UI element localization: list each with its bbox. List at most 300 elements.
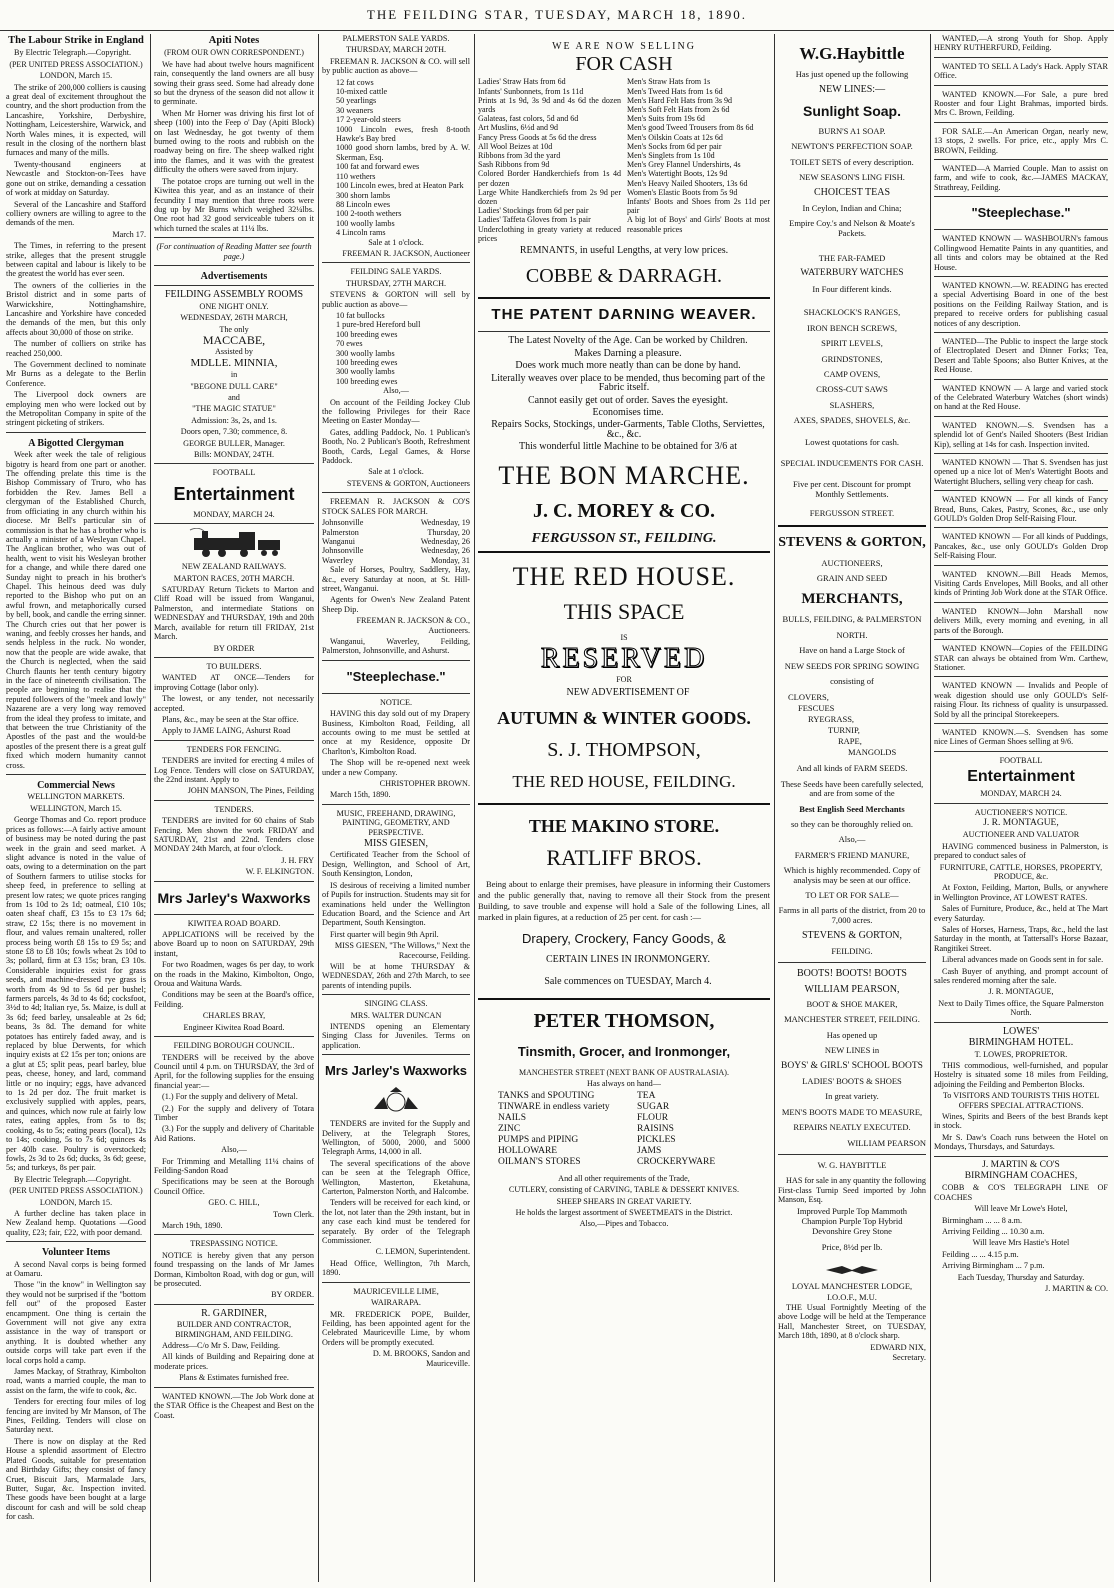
paragraph: MR. FREDERICK POPE, Builder, Feilding, has been appointed agent for the Celebrated Mauriceville Lime, by whom Orders will be promptly executed. [322, 1309, 470, 1347]
ad-line: FARMER'S FRIEND MANURE, [794, 849, 910, 860]
agency: (PER UNITED PRESS ASSOCIATION.) [9, 59, 143, 69]
ad-line: LADIES' BOOTS & SHOES [802, 1075, 902, 1086]
paragraph: Plans, &c., may be seen at the Star office. [162, 714, 299, 724]
list-item: OILMAN'S STORES [498, 1156, 581, 1167]
classified: WANTED—A Married Couple. Man to assist on farm, and wife to cook, &c.—JAMES MACKAY, Strathreay, Feilding. [934, 164, 1108, 192]
ad-line: Will leave Mrs Hastie's Hotel [972, 1238, 1070, 1248]
paragraph: Agents for Owen's New Zealand Patent Sheep Dip. [322, 595, 470, 614]
ad-line: MANCHESTER STREET (NEXT BANK OF AUSTRALASIA). [519, 1067, 729, 1077]
ad-line: STEVENS & GORTON, [801, 930, 903, 942]
column-rule [930, 34, 931, 1582]
dateline: LONDON, March 15. [39, 71, 113, 81]
list-item: 300 woolly lambs [336, 348, 395, 358]
goods-list-hardware [478, 1091, 631, 1168]
ad-headline: S. J. THOMPSON, [547, 739, 701, 762]
paragraph: George Thomas and Co. report produce prices as follows:—A fairly active amount of business may be noted during the past week in the grain and seed market. A slight advance is noted in the value of oats, owing to a determination on the part of Southern farmers to utilise stocks for sheep feed, in preference to selling at present low rates; we quote prices ranging from 1s 10d to 2s 1d; oatmeal, £10 10s; oaten sheaf chaff, £3 15s to £3 17s 6d; straw, £2 15s; there is no movement in flour, and values remain unaltered, roller process being worth £8 15s to £9 5s; and stone £8 to £8 10s; fowls wheat 2s 10d to 3s; pollard, firm at £3 15s; bran, £3 10s. Considerable inquiries exist for grass seeds, and machine-dressed rye grass is worth from 4s 9d to 5s 6d per bushel; farmers parcels, 4s 3d to 4s 6d; cocksfoot, 3½d to 4d; Italian rye, 5s. Maize, is dull at 3s 6d; feed barley, unsaleable at 2s 6d; beans, 3s 8d. The demand for white potatoes has entirely faded away, and is replaced by blue Derwents, for which inquiry exists at £2 15s per ton; onions are a glut at £5; split peas, pearl barley, blue peas, cheese, honey, and lard, command little or no inquiry; eggs, have advanced to 1s 2d per doz. The fruit market is exclusively supplied with apples, pears, and quinces, which now rule at fairly low rates, eating apples, from 5s to 8s; cooking, 4s to 5s; eating pears (local), 12s to 14s; cooking, 5s to 7s 6d; quinces 4s per 40lb case. Poultry is overstocked; fowls, 2s 3d to 2s 6d; ducks, 3s 6d; geese, 5s; and turkeys, 8s per pair. [6, 815, 146, 1173]
paragraph: IS desirous of receiving a limited number of Pupils for instruction. Students may sit for examinations held under the Wellington Education Board, and the Science and Art Department, South Kensington. [322, 880, 470, 928]
classified: WANTED KNOWN.—For Sale, a pure bred Rooster and four Light Brahmas, imported birds. Mrs C. Brown, Feilding. [934, 89, 1108, 118]
ad-line: These Seeds have been carefully selected, and are from some of the [780, 778, 924, 799]
headline: Apiti Notes [208, 35, 260, 46]
paragraph: Wines, Spirits and Beers of the best Brands kept in stock. [934, 1111, 1108, 1131]
ad-line: SHACKLOCK'S RANGES, [803, 307, 901, 318]
ad-headline: FOR CASH [575, 53, 673, 76]
ad-line: REMNANTS, in useful Lengths, at very low prices. [519, 245, 729, 257]
ad-line: NEW ADVERTISEMENT OF [566, 686, 690, 698]
list-item: 110 wethers [336, 171, 376, 181]
ad-title: J. R. MONTAGUE, [983, 817, 1059, 828]
headline: A Bigotted Clergyman [28, 437, 124, 449]
goods-list [478, 1091, 770, 1168]
ad-line: FERGUSSON STREET. [809, 508, 895, 519]
ad-headline: Mrs Jarley's Waxworks [324, 1063, 468, 1079]
ad-headline: W.G.Haybittle [799, 44, 905, 63]
paragraph: Apply to JAME LAING, Ashurst Road [162, 726, 291, 736]
ad-line: AUCTIONEERS, [821, 557, 883, 568]
list-item: NAILS [498, 1112, 526, 1123]
ad-signature: C. LEMON, Superintendent. [375, 1247, 470, 1257]
handshake-icon [822, 1258, 882, 1280]
paragraph: At Foxton, Feilding, Marton, Bulls, or anywhere in Wellington Province, AT LOWEST RATES. [934, 883, 1108, 902]
ad-headline: THE PATENT DARNING WEAVER. [491, 306, 757, 324]
ad-title: FEILDING SALE YARDS. [350, 267, 442, 277]
paragraph: The Times, in referring to the present strike, alleges that the present struggle between capital and labour is likely to be the greatest the world has ever seen. [6, 241, 146, 279]
timetable-row: Birmingham ... ... 8 a.m. [942, 1215, 1023, 1225]
ad-line: THURSDAY, MARCH 20TH. [345, 45, 447, 55]
ad-title: BIRMINGHAM COACHES, [964, 1170, 1078, 1181]
paragraph: HAS for sale in any quantity the following First-class Turnip Seed imported by John Manson, Esq. [778, 1176, 926, 1205]
paragraph: Specifications may be seen at the Borough Council Office. [154, 1177, 314, 1196]
paragraph: Sales of Horses, Harness, Traps, &c., held the last Saturday in the month, at Tattersall's Horse Bazaar, Rangitikei Street. [934, 925, 1108, 953]
ad-line: Doors open, 7.30; commence, 8. [180, 427, 288, 437]
classified: WANTED KNOWN.—S. Svendsen has some nice Lines of German Shoes selling at 9/6. [934, 727, 1108, 747]
list-item: Sash Ribbons from 9d [478, 160, 550, 170]
ad-signature: MISS GIESEN, "The Willows," Next the Racecourse, Feilding. [334, 941, 470, 960]
byline: By Electric Telegraph.—Copyright. [14, 1174, 132, 1184]
paragraph: Address—C/o Mr S. Daw, Feilding. [162, 1341, 280, 1351]
list-item: Men's Oilskin Coats at 12s 6d [627, 132, 723, 142]
paragraph: HAVING this day sold out of my Drapery Business, Kimbolton Road, Feilding, all accounts owing to me must be settled at once at my Residence, opposite Dr Charlton's, Kimbolton Road. [322, 709, 470, 756]
ad-signature: CHRISTOPHER BROWN. [379, 779, 470, 789]
paragraph: We have had about twelve hours magnificent rain, consequently the land owners are all busy sowing their grass seed. Some had already done so but the dryness of the season did not allow it to germinate. [154, 59, 314, 107]
timetable-row: Arriving Feilding ... 10.30 a.m. [942, 1227, 1045, 1236]
ad-line: Has always on hand— [587, 1079, 661, 1089]
paragraph: Mr S. Daw's Coach runs between the Hotel on Mondays, Thursdays, and Saturdays. [934, 1132, 1108, 1152]
list-item: RAISINS [637, 1123, 674, 1134]
paragraph: Wanganui, Waverley, Feilding, Palmerston, Johnsonville, and Ashurst. [322, 636, 470, 656]
list-item: Ladies' Stockings from 6d per pair [478, 206, 589, 216]
ad-title: TRESPASSING NOTICE. [190, 1239, 278, 1249]
paragraph: Will be at home THURSDAY & WEDNESDAY, 26th and 27th March, to see parents of intending pupils. [322, 961, 470, 990]
ad-line: In great variety. [825, 1091, 879, 1102]
ad-headline: Entertainment [173, 483, 295, 504]
paragraph: For Trimming and Metalling 11¼ chains of Feilding-Sandon Road [154, 1156, 314, 1175]
ad-signature: GEO. C. HILL, [208, 1198, 260, 1208]
ad-line: Assisted by [215, 347, 253, 357]
list-item: 50 yearlings [336, 96, 377, 106]
ad-line: And all other requirements of the Trade, [558, 1173, 690, 1183]
list-item: (2.) For the supply and delivery of Totara Timber [154, 1103, 314, 1122]
paragraph: TENDERS are invited for the Supply and Delivery, at the Telegraph Stores, Wellington, of 5000, 2000, and 5000 Telegraph Arms, 14,000 in all. [322, 1119, 470, 1157]
paragraph: The strike of 200,000 colliers is causing a great deal of excitement throughout the country, and the short production from the Lancashire, Yorkshire, Derbyshire, Nottingham, Leicestershire, Warwick, and North Wales mines, it is expected, will result in the closing of the northern blast furnaces and many of the mills. [6, 82, 146, 158]
paragraph: Twenty-thousand engineers at Newcastle and Stockton-on-Tees have gone out on strike, demanding a cessation of work at midday on Saturday. [6, 159, 146, 198]
classified: WANTED KNOWN—Copies of the FEILDING STAR can always be obtained from Wm. Carthew, Stationer. [934, 644, 1108, 672]
list-item: 100 breeding ewes [336, 329, 398, 339]
ad-line: and [228, 393, 240, 402]
ad-signature: FREEMAN R. JACKSON, Auctioneer [342, 248, 470, 258]
ad-signature: J. H. FRY [281, 855, 314, 865]
ad-line: WATERBURY WATCHES [800, 268, 904, 279]
ad-line: CROSS-CUT SAWS [816, 384, 888, 395]
ad-headline: MERCHANTS, [801, 591, 903, 608]
dateline: LONDON, March 15. [39, 1197, 113, 1207]
paragraph: TENDERS are invited for 60 chains of Stab Fencing. Men shown the work FRIDAY and SATURDAY, 21st and 22nd. Tenders close MONDAY 24th March, at four o'clock. [154, 816, 314, 854]
paragraph: For two Roadmen, wages 6s per day, to work on the roads in the Makino, Kimbolton, Ongo, Oroua and Waituna Wards. [154, 960, 314, 989]
ad-line: In Ceylon, Indian and China; [802, 202, 902, 213]
paragraph: Tenders for erecting four miles of log fencing are invited by Mr Manson, of The Pines, Feilding. Tenders will close on Saturday next. [6, 1397, 146, 1435]
sale-location: Palmerston [322, 527, 359, 537]
ad-line: Have on hand a Large Stock of [799, 645, 905, 656]
column-rule [474, 34, 475, 1582]
price-list-ladies [478, 77, 621, 243]
ad-line: TOILET SETS of every description. [790, 156, 914, 167]
ad-signature: FREEMAN R. JACKSON & CO., Auctioneers. [356, 616, 470, 635]
ad-headline: RATLIFF BROS. [546, 845, 702, 871]
ad-line: Best English Seed Merchants [799, 803, 905, 814]
paragraph: The several specifications of the above can be seen at the Telegraph Office, Wellington, Masterton, Eketahuna, Carterton, Palmerston North, and Halcombe. [322, 1158, 470, 1197]
list-item: Galateas, fast colors, 5d and 6d [478, 114, 579, 124]
paragraph: Conditions may be seen at the Board's office, Feilding. [154, 990, 314, 1009]
column-news [6, 34, 146, 1582]
ad-line: WEDNESDAY, 26TH MARCH, [180, 313, 288, 323]
classified: WANTED KNOWN — A large and varied stock of the Celebrated Waterbury Watches (short winds) on hand at the Red House. [934, 383, 1108, 412]
classified: WANTED TO SELL A Lady's Hack. Apply STAR Office. [934, 61, 1108, 81]
paragraph: THE Usual Fortnightly Meeting of the above Lodge will be held at the Temperance Hall, Manchester Street, on TUESDAY, March 18th, 1890, at 8 o'clock sharp. [778, 1303, 926, 1341]
headline: The Labour Strike in England [8, 35, 144, 46]
ad-headline: Tinsmith, Grocer, and Ironmonger, [517, 1043, 731, 1059]
sale-date: Wednesday, 26 [420, 536, 470, 546]
list-item: 1 pure-bred Hereford bull [336, 320, 421, 330]
list-item: 12 fat cows [336, 77, 374, 87]
ad-line: LOYAL MANCHESTER LODGE, [791, 1281, 913, 1292]
ad-headline: THE RED HOUSE, FEILDING. [512, 772, 736, 792]
column-rule [318, 34, 319, 1582]
classified: WANTED KNOWN — For all kinds of Puddings, Pancakes, &c., use only GOULD's Golden Drop Self-Raising Flour. [934, 532, 1108, 561]
section-heading: Advertisements [200, 270, 268, 282]
ad-title: NEW ZEALAND RAILWAYS. [181, 562, 287, 572]
paragraph: A second Naval corps is being formed at Oamaru. [6, 1259, 146, 1278]
ad-line: Has just opened up the following [795, 69, 909, 79]
sales-schedule [322, 518, 470, 565]
classified: WANTED KNOWN — That S. Svendsen has just opened up a nice lot of Men's Watertight Boots and Watertight Bluchers, selling very cheap for cash. [934, 458, 1108, 486]
ad-line: SPECIAL INDUCEMENTS FOR CASH. [780, 457, 924, 468]
ad-line: ONE NIGHT ONLY. [199, 301, 269, 311]
ad-line: AXES, SPADES, SHOVELS, &c. [793, 415, 911, 426]
list-item: 100 breeding ewes [336, 376, 398, 386]
paragraph: Week after week the tale of religious bigotry is heard from one part or another. The offending prelate this time is the Bishop Commissary of Truro, who has forbidden the Rev. James Bell a clergyman of the Established Church, from officiating in any church within his diocese. Mr Bell's particular sin of commission is that he has a brother who is actually a minister of a Wesleyan Chapel. The Anglican brother, who was out of health, went to visit his Wesleyan brother for a change, and while there dared one Sunday night to preach in his brother's Chapel. This heinous deed was duly reported to the Bishop who put on an awful frown, and metaphorically cursed by bell, book, and candle the erring sinner. The Church cries out that her power is waning, and feebly crosses her hands, and sends helpless in the ruck. No wonder, now that the people are wide awake, that the Church is neglected, when the said Church flaunts her tenth century bigotry in the face of nineteenth civilisation. The people are beginning to realise that the reputed followers of the "meek and lowly" Nazarene are a very long way removed from the ideal they profess to imitate, and that between the true Christianity of the Apostles of the past and the would-be apostles of the present there is a great gulf fixed which modern humanity cannot cross. [6, 450, 146, 770]
ad-line: SPIRIT LEVELS, [821, 338, 883, 349]
stock-list [322, 311, 470, 386]
timetable-row: Arriving Birmingham ... 7 p.m. [942, 1261, 1045, 1271]
ad-line: TO LET OR FOR SALE— [805, 890, 899, 901]
list-item: Ladies' Straw Hats from 6d [478, 77, 566, 87]
paragraph: Sales of Furniture, Produce, &c., held at The Mart every Saturday. [934, 904, 1108, 923]
ad-line: GRINDSTONES, [821, 353, 883, 364]
ad-line: The only [219, 324, 249, 334]
ad-line: Literally weaves over place to be mended, thus becoming part of the Fabric itself. [491, 372, 765, 394]
list-item: 88 Lincoln ewes [336, 199, 391, 209]
paragraph: Several of the Lancashire and Stafford colliery owners are willing to agree to the demands of the men. [6, 199, 146, 228]
ad-line: NORTH. [836, 629, 868, 640]
ad-line: Does work much more neatly than can be done by hand. [515, 360, 741, 372]
headline: Commercial News [37, 780, 115, 792]
ad-line: NEW LINES:— [818, 84, 886, 96]
list-item: 100 2-tooth wethers [336, 209, 402, 219]
ad-signature: J. MARTIN & CO. [1045, 1284, 1108, 1294]
classified: WANTED KNOWN.—S. Svendsen has a splendid lot of Gent's Nailed Shooters (Best Iridian Kip), selling at 14s for cash. Inspection invited. [934, 420, 1108, 449]
list-item: 17 2-year-old steers [336, 115, 401, 125]
list-item: 10-mixed cattle [336, 87, 388, 97]
ad-line: Which is highly recommended. Copy of analysis may be seen at our office. [783, 865, 921, 885]
agency: (PER UNITED PRESS ASSOCIATION.) [9, 1186, 143, 1196]
ad-signature: Town Clerk. [273, 1209, 314, 1219]
sale-date: Wednesday, 19 [420, 518, 470, 528]
column-sales [322, 34, 470, 1582]
ad-line: Also,— [838, 834, 866, 845]
list-item: Infants' Sunbonnets, from 1s 11d [478, 86, 584, 96]
ad-headline: THE BON MARCHE. [498, 460, 750, 490]
list-item: 70 ewes [336, 339, 363, 349]
ad-title: TO BUILDERS. [206, 661, 262, 671]
list-item: Fancy Press Goods at 5s 6d the dress [478, 132, 597, 142]
ad-line: Price, 8½d per lb. [821, 1241, 883, 1252]
list-item: JAMS [637, 1145, 662, 1156]
list-item: 100 breeding ewes [336, 358, 398, 367]
locomotive-icon [184, 528, 284, 558]
list-item: CLOVERS, [788, 692, 829, 703]
list-item: Men's good Tweed Trousers from 8s 6d [627, 123, 754, 133]
ad-headline: THE RED HOUSE. [512, 561, 736, 591]
ad-line: FURNITURE, CATTLE, HORSES, PROPERTY, PRODUCE, &c. [939, 862, 1103, 881]
sale-date: Thursday, 20 [427, 527, 470, 537]
list-item: Women's Elastic Boots from 5s 9d [627, 187, 738, 197]
list-item: HOLLOWARE [498, 1145, 558, 1156]
list-item: Men's Straw Hats from 1s [627, 77, 711, 87]
list-item: TINWARE in endless variety [498, 1101, 610, 1112]
ad-title: SINGING CLASS. [364, 999, 428, 1009]
paragraph: The owners of the collieries in the Bristol district and in some parts of Warwickshire, Nottinghamshire, Lancashire and Yorkshire have conceded the demands of the men, but this only affects about 30,000 of those on strike. [6, 280, 146, 337]
timetable-row: Feilding ... ... 4.15 p.m. [942, 1249, 1019, 1259]
dateline: WELLINGTON, March 15. [30, 803, 122, 813]
ad-line: NEWTON'S PERFECTION SOAP. [791, 141, 913, 152]
column-classifieds [934, 34, 1108, 1582]
ad-signature: BY ORDER. [271, 1290, 314, 1300]
ad-line: Plans & Estimates furnished free. [179, 1373, 289, 1383]
list-item: Ribbons from 3d the yard [478, 151, 561, 161]
list-item: Men's Hard Felt Hats from 3s 9d [627, 95, 732, 105]
ad-line: so they can be thoroughly relied on. [790, 819, 914, 830]
ad-line: To VISITORS AND TOURISTS THIS HOTEL OFFERS SPECIAL ATTRACTIONS. [942, 1091, 1100, 1110]
ad-line: I.O.O.F., M.U. [827, 1291, 877, 1302]
ad-headline: "Steeplechase." [971, 205, 1071, 221]
list-item: 4 Lincoln rams [336, 228, 386, 238]
ad-title: FREEMAN R. JACKSON & CO'S STOCK SALES FOR MARCH. [322, 497, 470, 516]
list-item: Men's Watertight Boots, 12s 9d [627, 169, 728, 179]
ad-line: "BEGONE DULL CARE" [190, 381, 278, 391]
list-item: Infants' Boots and Shoes from 2s 11d per pair [627, 197, 770, 216]
stock-list [322, 78, 470, 238]
ad-title: KIWITEA ROAD BOARD. [187, 918, 281, 928]
paragraph: INTENDS opening an Elementary Singing Class for Juveniles. Terms on application. [322, 1021, 470, 1050]
paragraph: Sale of Horses, Poultry, Saddlery, Hay, &c., every Saturday at noon, at St. Hill-street, Wanganui. [322, 565, 470, 593]
ad-line: SHEEP SHEARS IN GREAT VARIETY. [556, 1196, 692, 1206]
ad-title: TENDERS. [214, 804, 254, 814]
ad-headline: RESERVED [540, 642, 708, 674]
list-item: Devonshire Grey Stone [812, 1226, 892, 1237]
ad-line: Empire Coy.'s and Nelson & Moate's Packets. [789, 218, 915, 238]
paragraph: FREEMAN R. JACKSON & CO. will sell by public auction as above— [322, 56, 470, 76]
list-item: TURNIP, [828, 725, 860, 736]
paragraph: On account of the Feilding Jockey Club the following Privileges for their Race Meeting on Easter Monday— [322, 397, 470, 426]
ad-line: This wonderful little Machine to be obtained for 3/6 at [519, 441, 737, 453]
paragraph: Those "in the know" in Wellington say they would not be surprised if the "bottom fell out" of the proposed Easter encampment. One thing is certain the Government will not give any extra assistance in the way of transport or anything. It is doubted whether any outside corps will take part even if the local corps hold a camp. [6, 1280, 146, 1365]
ad-line: Sale at 1 o'clock. [368, 467, 424, 477]
ad-line: Next to Daily Times office, the Square Palmerston North. [938, 998, 1104, 1018]
list-item: PICKLES [637, 1134, 676, 1145]
ad-line: in [230, 370, 238, 380]
ad-headline: STEVENS & GORTON, [778, 534, 926, 550]
ad-line: And all kinds of FARM SEEDS. [796, 763, 908, 774]
ad-title: MUSIC, FREEHAND, DRAWING, PAINTING, GEOMETRY, AND PERSPECTIVE. [336, 808, 456, 837]
list-item: ZINC [498, 1123, 521, 1134]
ad-title: AUCTIONEER'S NOTICE. [974, 807, 1068, 817]
paragraph: TENDERS will be received by the above Council until 4 p.m. on THURSDAY, the 3rd of April, for the following supplies for the ensuing financial year:— [154, 1052, 314, 1090]
ad-line: Has opened up [826, 1029, 878, 1040]
paragraph: James Mackay, of Strathray, Kimbolton road, wants a married couple, the man to assist on the farm, the wife to cook, &c. [6, 1367, 146, 1395]
list-item: FLOUR [637, 1112, 669, 1123]
ad-headline: Mrs Jarley's Waxworks [157, 889, 311, 906]
paragraph: COBB & CO'S TELEGRAPH LINE OF COACHES [934, 1183, 1108, 1202]
list-item: 100 Lincoln ewes, bred at Heaton Park [336, 181, 464, 191]
paragraph: The number of colliers on strike has reached 250,000. [6, 339, 146, 358]
list-item: Men's Singlets from 1s 10d [627, 151, 715, 161]
ad-line: BULLS, FEILDING, & PALMERSTON [782, 614, 922, 625]
ad-line: MONDAY, MARCH 24. [193, 509, 275, 519]
ad-line: SLASHERS, [829, 399, 875, 410]
ad-signature: STEVENS & GORTON, Auctioneers [346, 478, 470, 488]
column-rule [774, 34, 775, 1582]
ad-date: March 19th, 1890. [162, 1221, 223, 1230]
list-item: MANGOLDS [848, 747, 897, 758]
ad-line: FOR [616, 675, 632, 685]
seed-list [778, 692, 926, 758]
ad-line: NEW LINES in [824, 1045, 880, 1056]
ad-line: Farms in all parts of the district, from 20 to 7,000 acres. [778, 905, 926, 925]
ad-line: Bills: MONDAY, 24TH. [193, 450, 275, 460]
ad-line: CAMP OVENS, [823, 368, 881, 379]
ad-line: THE FAR-FAMED [818, 253, 886, 264]
classified: WANTED KNOWN — Invalids and People of weak digestion should use only GOULD's Self-raising Flour. Its richness of quality is unsurpassed. Sold by all the principal Storekeepers. [934, 681, 1108, 719]
subhead: WELLINGTON MARKETS. [27, 792, 125, 802]
table-row [322, 528, 470, 537]
masthead: THE FEILDING STAR, TUESDAY, MARCH 18, 1890. [0, 0, 1114, 31]
list-item: Prints at 1s 9d, 3s 9d and 4s 6d the dozen yards [478, 95, 621, 115]
list-item: (1.) For the supply and delivery of Metal. [162, 1092, 298, 1102]
paragraph: When Mr Horner was driving his first lot of sheep (100) into the Feep o' Day (Apiti Block) on last Wednesday, he got twenty of them burned owing to the roots and rubbish on the roadway being on fire. The sheep walked right into the flames, and it was with the greatest difficulty the others were saved from injury. [154, 108, 314, 175]
paragraph: Liberal advances made on Goods sent in for sale. [942, 955, 1104, 965]
ad-signature: EDWARD NIX, [870, 1341, 926, 1352]
ad-line: MANCHESTER STREET, FEILDING. [784, 1014, 920, 1025]
byline: By Electric Telegraph.—Copyright. [14, 48, 132, 58]
ad-line: Also,— [383, 386, 409, 396]
list-item: Art Muslins, 6½d and 9d [478, 123, 558, 133]
classified: FOR SALE.—An American Organ, nearly new, 13 stops, 2 swells. For price, etc., apply Mrs C. BROWN, Feilding. [934, 126, 1108, 155]
list-item: 300 woolly lambs [336, 367, 395, 377]
paragraph: Tenders will be received for each kind, or the lot, not later than the 29th instant, but in any case each kind must be tendered for separately. By order of the Telegraph Commissioner. [322, 1198, 470, 1246]
ad-signature: JOHN MANSON, The Pines, Feilding [187, 786, 314, 796]
ad-line: BY ORDER [213, 643, 255, 653]
ad-line: NEW SEASON'S LING FISH. [799, 172, 905, 183]
paragraph: A further decline has taken place in New Zealand hemp. Quotations —Good quality, £23; fair, £22, with poor demand. [6, 1208, 146, 1237]
ad-line: NEW SEEDS FOR SPRING SOWING [784, 660, 920, 671]
ad-headline: Drapery, Crockery, Fancy Goods, & [522, 931, 726, 947]
ad-title: MRS. WALTER DUNCAN [350, 1010, 442, 1020]
paragraph: STEVENS & GORTON will sell by public auction as above— [322, 290, 470, 309]
classified: WANTED,—A strong Youth for Shop. Apply HENRY RUTHERFURD, Feilding. [934, 34, 1108, 53]
ad-line: W. G. HAYBITTLE [817, 1159, 887, 1170]
ad-headline: COBBE & DARRAGH. [525, 265, 723, 288]
column-rule [150, 34, 151, 1582]
ad-line: GRAIN AND SEED [816, 572, 888, 583]
ad-line: CUTLERY, consisting of CARVING, TABLE & DESSERT KNIVES. [508, 1185, 740, 1195]
ad-line: Sale at 1 o'clock. [368, 237, 424, 247]
ad-signature: Secretary. [892, 1352, 926, 1363]
sale-date: Monday, 31 [430, 555, 470, 565]
classified: WANTED KNOWN.—Bill Heads Memos, Visiting Cards Envelopes, Mill Books, and all other kinds of Printing Job Work done at the STAR Office. [934, 569, 1108, 598]
ad-line: MDLLE. MINNIA, [190, 356, 278, 369]
paragraph: Gates, addling Paddock, No. 1 Publican's Booth, No. 2 Publican's Booth, Refreshment Booth, Cards, Legal Games, & Horse Paddock. [322, 427, 470, 466]
list-item: 10 fat bullocks [336, 310, 385, 320]
ad-title: J. MARTIN & CO'S [982, 1159, 1060, 1170]
paragraph: SATURDAY Return Tickets to Marton and Cliff Road will be issued from Wanganui, Palmerston, and intermediate Stations on WEDNESDAY and THURSDAY, 19th and 20th March, available for return till FRIDAY, 21st March. [154, 585, 314, 642]
paragraph: The Government declined to nominate Mr Burns as a delegate to the Berlin Conference. [6, 360, 146, 388]
ad-line: Economises time. [592, 406, 664, 418]
classified: WANTED KNOWN—John Marshall now delivers Milk, every morning and evening, in all parts of the Borough. [934, 606, 1108, 635]
paragraph: HAVING commenced business in Palmerston, is prepared to conduct sales of [934, 841, 1108, 861]
ad-line: WAIRARAPA. [371, 1298, 421, 1308]
ad-line: AUCTIONEER AND VALUATOR [962, 830, 1080, 840]
list-item: Champion Purple Top Hybrid [801, 1216, 903, 1226]
paragraph: The potatoe crops are turning out well in the Kiwitea this year, and as an instance of their fecundity I may mention that three roots were dug up by Mr Burns which weighed 32¼lbs. One root had 32 good serviceable tubers on it which turned the scales at 11¼ lbs. [154, 176, 314, 233]
list-item: RAPE, [838, 736, 862, 747]
column-merchants [778, 34, 926, 1582]
ad-line: consisting of [830, 676, 874, 686]
list-item: 30 weaners [336, 105, 374, 115]
ad-line: WE ARE NOW SELLING [552, 41, 696, 52]
ad-signature: WILLIAM PEARSON [847, 1137, 926, 1148]
list-item: Men's Tweed Hats from 1s 6d [627, 86, 723, 96]
ad-line: MEN'S BOOTS MADE TO MEASURE, [781, 1106, 923, 1117]
ad-title: FOOTBALL [212, 468, 256, 478]
list-item: 100 fat and forward ewes [336, 162, 420, 172]
ad-line: GEORGE BULLER, Manager. [183, 438, 285, 448]
list-item: TANKS and SPOUTING [498, 1090, 595, 1101]
list-item: Men's Suits from 19s 6d [627, 114, 705, 124]
ad-line: MACCABE, [202, 332, 266, 347]
price-list-men [627, 77, 770, 243]
ad-line: MARTON RACES, 20TH MARCH. [173, 573, 295, 583]
ad-title: FOOTBALL [999, 755, 1043, 765]
ad-line: Will leave Mr Lowe's Hotel, [974, 1204, 1068, 1214]
